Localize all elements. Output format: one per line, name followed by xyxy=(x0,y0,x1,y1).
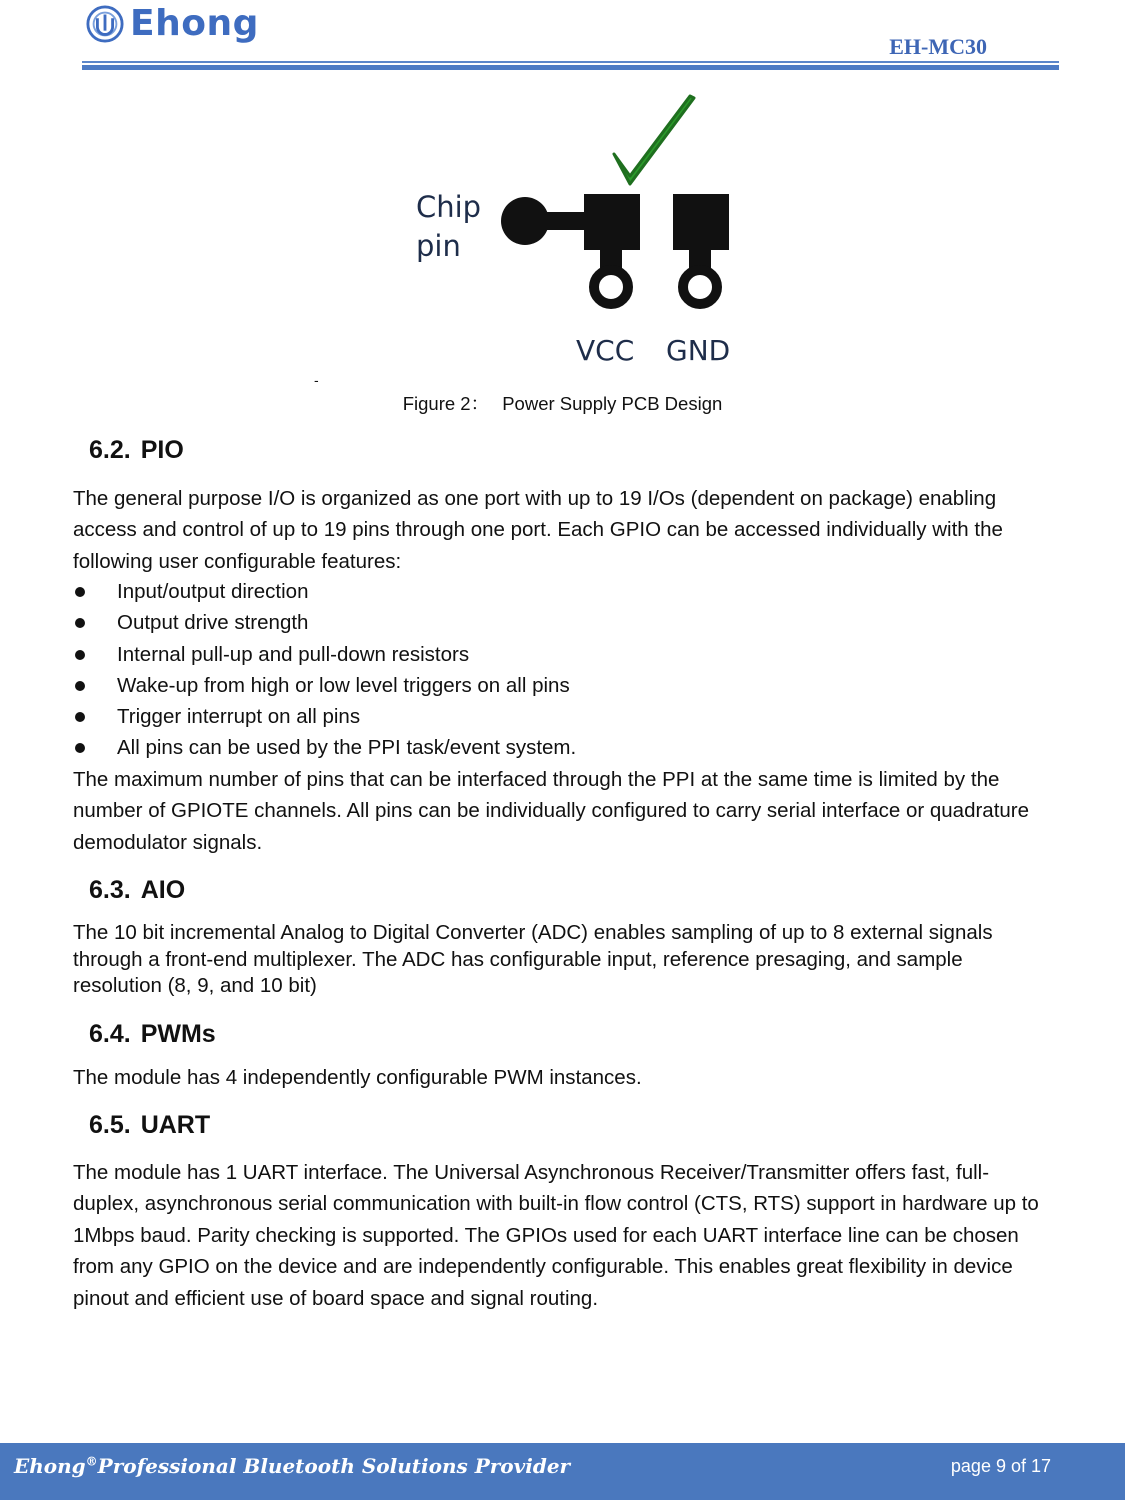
power-supply-pcb-figure xyxy=(400,84,760,374)
bullet-icon xyxy=(75,681,85,691)
figure-caption xyxy=(0,390,1125,416)
bullet-icon xyxy=(75,587,85,597)
aio-body: The 10 bit incremental Analog to Digital Converter (ADC) enables sampling of up to 8 external signals through a front-end multiplexer. The ADC has configurable input, reference presaging, and sample resolution (8, 9, and 10 bit) xyxy=(73,921,993,997)
pin-label: pin xyxy=(416,229,461,263)
bullet-icon xyxy=(75,650,85,660)
gnd-label: GND xyxy=(666,334,731,367)
section-heading-uart: 6.5. UART xyxy=(89,1111,211,1139)
caption-title: Power Supply PCB Design xyxy=(502,393,723,414)
gnd-pad xyxy=(673,194,729,250)
list-item: Wake-up from high or low level triggers on all pins xyxy=(73,670,576,701)
uart-body: The module has 1 UART interface. The Universal Asynchronous Receiver/Transmitter offers fast, full-duplex, asynchronous serial communication with built-in flow control (CTS, RTS) support in hardware up to 1Mbps baud. Parity checking is supported. The GPIOs used for each UART interface line can be chosen from any GPIO on the device and are independently configurable. This enables great flexibility in device pinout and efficient use of board space and signal routing. xyxy=(73,1161,1039,1310)
list-item: Trigger interrupt on all pins xyxy=(73,701,576,732)
vcc-via xyxy=(594,270,628,304)
caption-label: Figure 2： xyxy=(402,393,490,414)
pio-intro: The general purpose I/O is organized as one port with up to 19 I/Os (dependent on package) enabling access and control of up to 19 pins through one port. Each GPIO can be accessed individually with the following user configurable features: xyxy=(73,487,1003,573)
footer-tagline: Ehong®Professional Bluetooth Solutions Provider xyxy=(14,1454,571,1478)
stray-mark: - xyxy=(314,372,319,388)
gnd-via xyxy=(683,270,717,304)
document-code: EH-MC30 xyxy=(889,34,987,59)
page-number: page 9 of 17 xyxy=(950,1456,1051,1476)
chip-label: Chip xyxy=(416,190,482,224)
section-heading-pio: 6.2. PIO xyxy=(89,436,184,464)
list-item: All pins can be used by the PPI task/event system. xyxy=(73,732,576,763)
pio-feature-list xyxy=(73,576,576,764)
pio-outro: The maximum number of pins that can be interfaced through the PPI at the same time is limited by the number of GPIOTE channels. All pins can be individually configured to carry serial interface or quadrature demodulator signals. xyxy=(73,768,1030,854)
header-logo xyxy=(86,4,259,44)
brand-name: Ehong xyxy=(130,3,259,44)
header-divider xyxy=(82,61,1059,63)
section-heading-aio: 6.3. AIO xyxy=(89,876,186,904)
list-item: Internal pull-up and pull-down resistors xyxy=(73,639,576,670)
vcc-label: VCC xyxy=(576,334,635,367)
vcc-pad xyxy=(584,194,640,250)
checkmark-icon xyxy=(614,96,694,184)
brand-logo-icon xyxy=(86,5,124,43)
list-item: Output drive strength xyxy=(73,607,576,638)
pwms-body: The module has 4 independently configurable PWM instances. xyxy=(73,1066,642,1089)
header-divider-thick xyxy=(82,65,1059,70)
page-footer xyxy=(0,1443,1125,1500)
section-heading-pwms: 6.4. PWMs xyxy=(89,1020,216,1048)
bullet-icon xyxy=(75,712,85,722)
bullet-icon xyxy=(75,743,85,753)
list-item: Input/output direction xyxy=(73,576,576,607)
bullet-icon xyxy=(75,618,85,628)
